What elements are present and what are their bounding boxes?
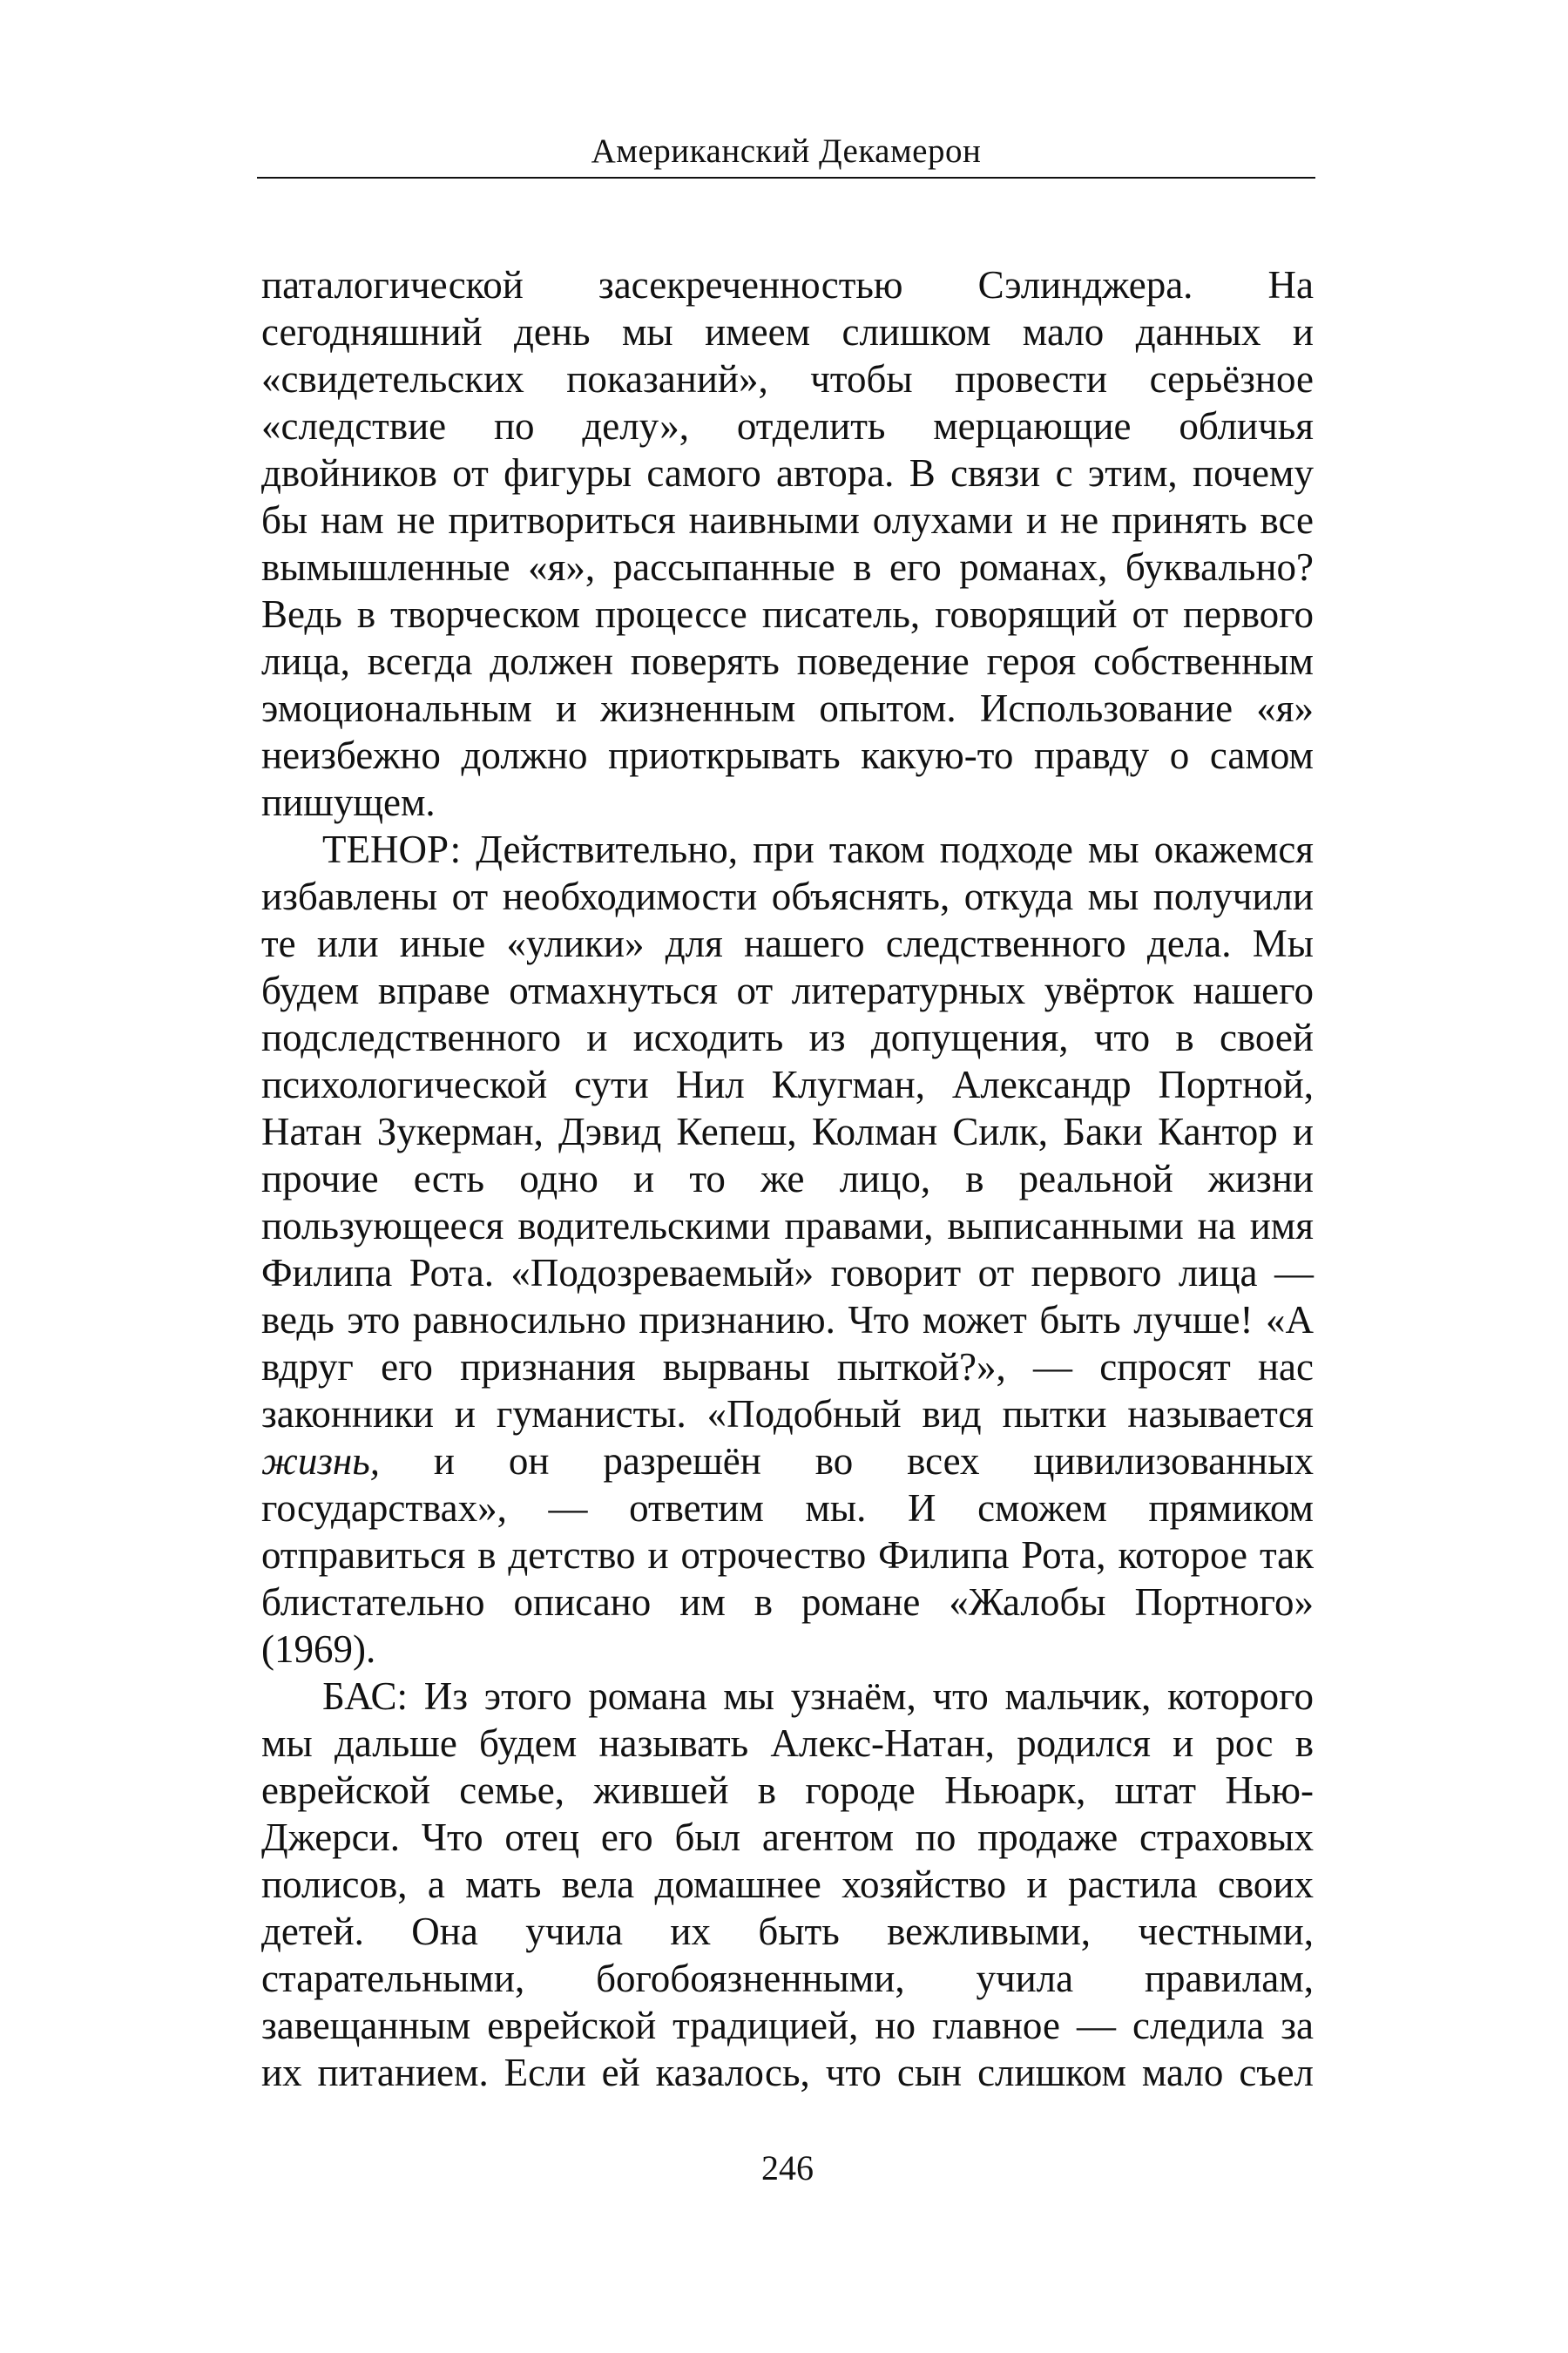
text-line: вымышленные «я», рассыпанные в его романах, буквально? <box>261 545 1314 589</box>
text-line: паталогической засекреченностью Сэлинджера. На <box>261 263 1314 307</box>
text-line: детей. Она учила их быть вежливыми, честными, <box>261 1910 1314 1953</box>
text-line: те или иные «улики» для нашего следственного дела. Мы <box>261 922 1314 965</box>
text-line: завещанным еврейской традицией, но главное — следила за <box>261 2004 1314 2047</box>
running-head: Американский Декамерон <box>591 132 982 170</box>
text-line: неизбежно должно приоткрывать какую-то правду о самом <box>261 734 1314 777</box>
text-line: еврейской семье, жившей в городе Ньюарк, штат Нью- <box>261 1768 1314 1812</box>
text-line: подследственного и исходить из допущения, что в своей <box>261 1016 1314 1059</box>
text-line: вдруг его признания вырваны пыткой?», — спросят нас <box>261 1345 1314 1389</box>
paragraph-first-line: БАС: Из этого романа мы узнаём, что мальчик, которого <box>322 1674 1314 1718</box>
italic-word: жизнь, <box>261 1439 380 1483</box>
text-line-with-italic <box>261 1437 1314 1484</box>
text-line: сегодняшний день мы имеем слишком мало данных и <box>261 310 1314 354</box>
text-line: избавлены от необходимости объяснять, откуда мы получили <box>261 875 1314 918</box>
text-line: «свидетельских показаний», чтобы провести серьёзное <box>261 357 1314 401</box>
text-line: лица, всегда должен поверять поведение героя собственным <box>261 639 1314 683</box>
page-number: 246 <box>761 2148 814 2187</box>
text-line: бы нам не притвориться наивными олухами и не принять все <box>261 498 1314 542</box>
text-line: их питанием. Если ей казалось, что сын слишком мало съел <box>261 2051 1314 2094</box>
text-line: психологической сути Нил Клугман, Александр Портной, <box>261 1063 1314 1106</box>
text-line: Филипа Рота. «Подозреваемый» говорит от первого лица — <box>261 1251 1314 1295</box>
text-line: прочие есть одно и то же лицо, в реальной жизни <box>261 1157 1314 1200</box>
text-line: блистательно описано им в романе «Жалобы Портного» <box>261 1580 1314 1624</box>
text-line: мы дальше будем называть Алекс-Натан, родился и рос в <box>261 1721 1314 1765</box>
body-text <box>261 261 1314 2096</box>
text-line: старательными, богобоязненными, учила правилам, <box>261 1957 1314 2000</box>
text-line: двойников от фигуры самого автора. В связи с этим, почему <box>261 451 1314 495</box>
text-line: пользующееся водительскими правами, выписанными на имя <box>261 1204 1314 1247</box>
text-line: полисов, а мать вела домашнее хозяйство и растила своих <box>261 1863 1314 1906</box>
text-line: отправиться в детство и отрочество Филипа Рота, которое так <box>261 1533 1314 1577</box>
text-line: Ведь в творческом процессе писатель, говорящий от первого <box>261 592 1314 636</box>
text-line: законники и гуманисты. «Подобный вид пытки называется <box>261 1392 1314 1436</box>
paragraph-first-line: ТЕНОР: Действительно, при таком подходе мы окажемся <box>322 828 1314 871</box>
text-line: Натан Зукерман, Дэвид Кепеш, Колман Силк, Баки Кантор и <box>261 1110 1314 1153</box>
text-line: будем вправе отмахнуться от литературных увёрток нашего <box>261 969 1314 1012</box>
text-line: (1969). <box>261 1627 376 1671</box>
text-line: эмоциональным и жизненным опытом. Использование «я» <box>261 686 1314 730</box>
text-line: ведь это равносильно признанию. Что может быть лучше! «А <box>261 1298 1314 1342</box>
text-line: Джерси. Что отец его был агентом по продаже страховых <box>261 1815 1314 1859</box>
italic-line-rest: и он разрешён во всех цивилизованных <box>433 1439 1314 1483</box>
header-rule <box>257 177 1315 179</box>
text-line: государствах», — ответим мы. И сможем прямиком <box>261 1486 1314 1530</box>
text-line: «следствие по делу», отделить мерцающие обличья <box>261 404 1314 448</box>
text-line: пишущем. <box>261 781 436 824</box>
